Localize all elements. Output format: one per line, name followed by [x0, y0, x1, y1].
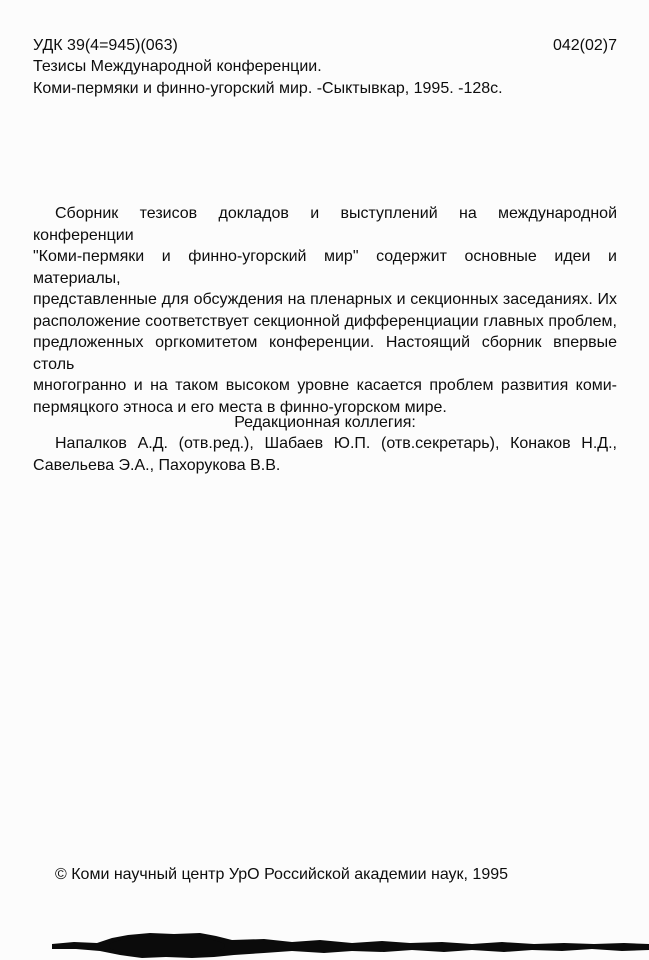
udk-number: УДК 39(4=945)(063) — [33, 37, 178, 54]
editorial-board — [33, 412, 617, 476]
abstract-line: "Коми-пермяки и финно-угорский мир" содержит основные идеи и материалы, — [33, 248, 617, 287]
abstract-line: пермяцкого этноса и его места в финно-угорском мире. — [33, 398, 447, 416]
catalog-code: 042(02)7 — [552, 37, 617, 54]
scan-artifact — [52, 931, 649, 959]
series-title: Тезисы Международной конференции. — [33, 58, 322, 76]
abstract-line: расположение соответствует секционной дифференциации главных проблем, — [33, 312, 617, 330]
abstract-paragraph — [33, 203, 617, 418]
udk-row — [33, 35, 617, 56]
abstract-line: предложенных оргкомитетом конференции. Настоящий сборник впервые столь — [33, 334, 617, 373]
book-title: Коми-пермяки и финно-угорский мир. -Сыктывкар, 1995. -128с. — [33, 79, 503, 97]
bibliographic-header — [33, 35, 617, 99]
abstract-line: представленные для обсуждения на пленарных и секционных заседаниях. Их — [33, 291, 617, 308]
editorial-members-line: Савельева Э.А., Пахорукова В.В. — [33, 456, 281, 474]
abstract-line: многогранно и на таком высоком уровне касается проблем развития коми- — [33, 377, 617, 394]
editorial-members-line: Напалков А.Д. (отв.ред.), Шабаев Ю.П. (отв.секретарь), Конаков Н.Д., — [55, 435, 617, 453]
copyright-line: © Коми научный центр УрО Российской академии наук, 1995 — [55, 866, 509, 883]
abstract-line: Сборник тезисов докладов и выступлений на международной конференции — [33, 205, 617, 244]
editorial-heading: Редакционная коллегия: — [234, 414, 416, 431]
